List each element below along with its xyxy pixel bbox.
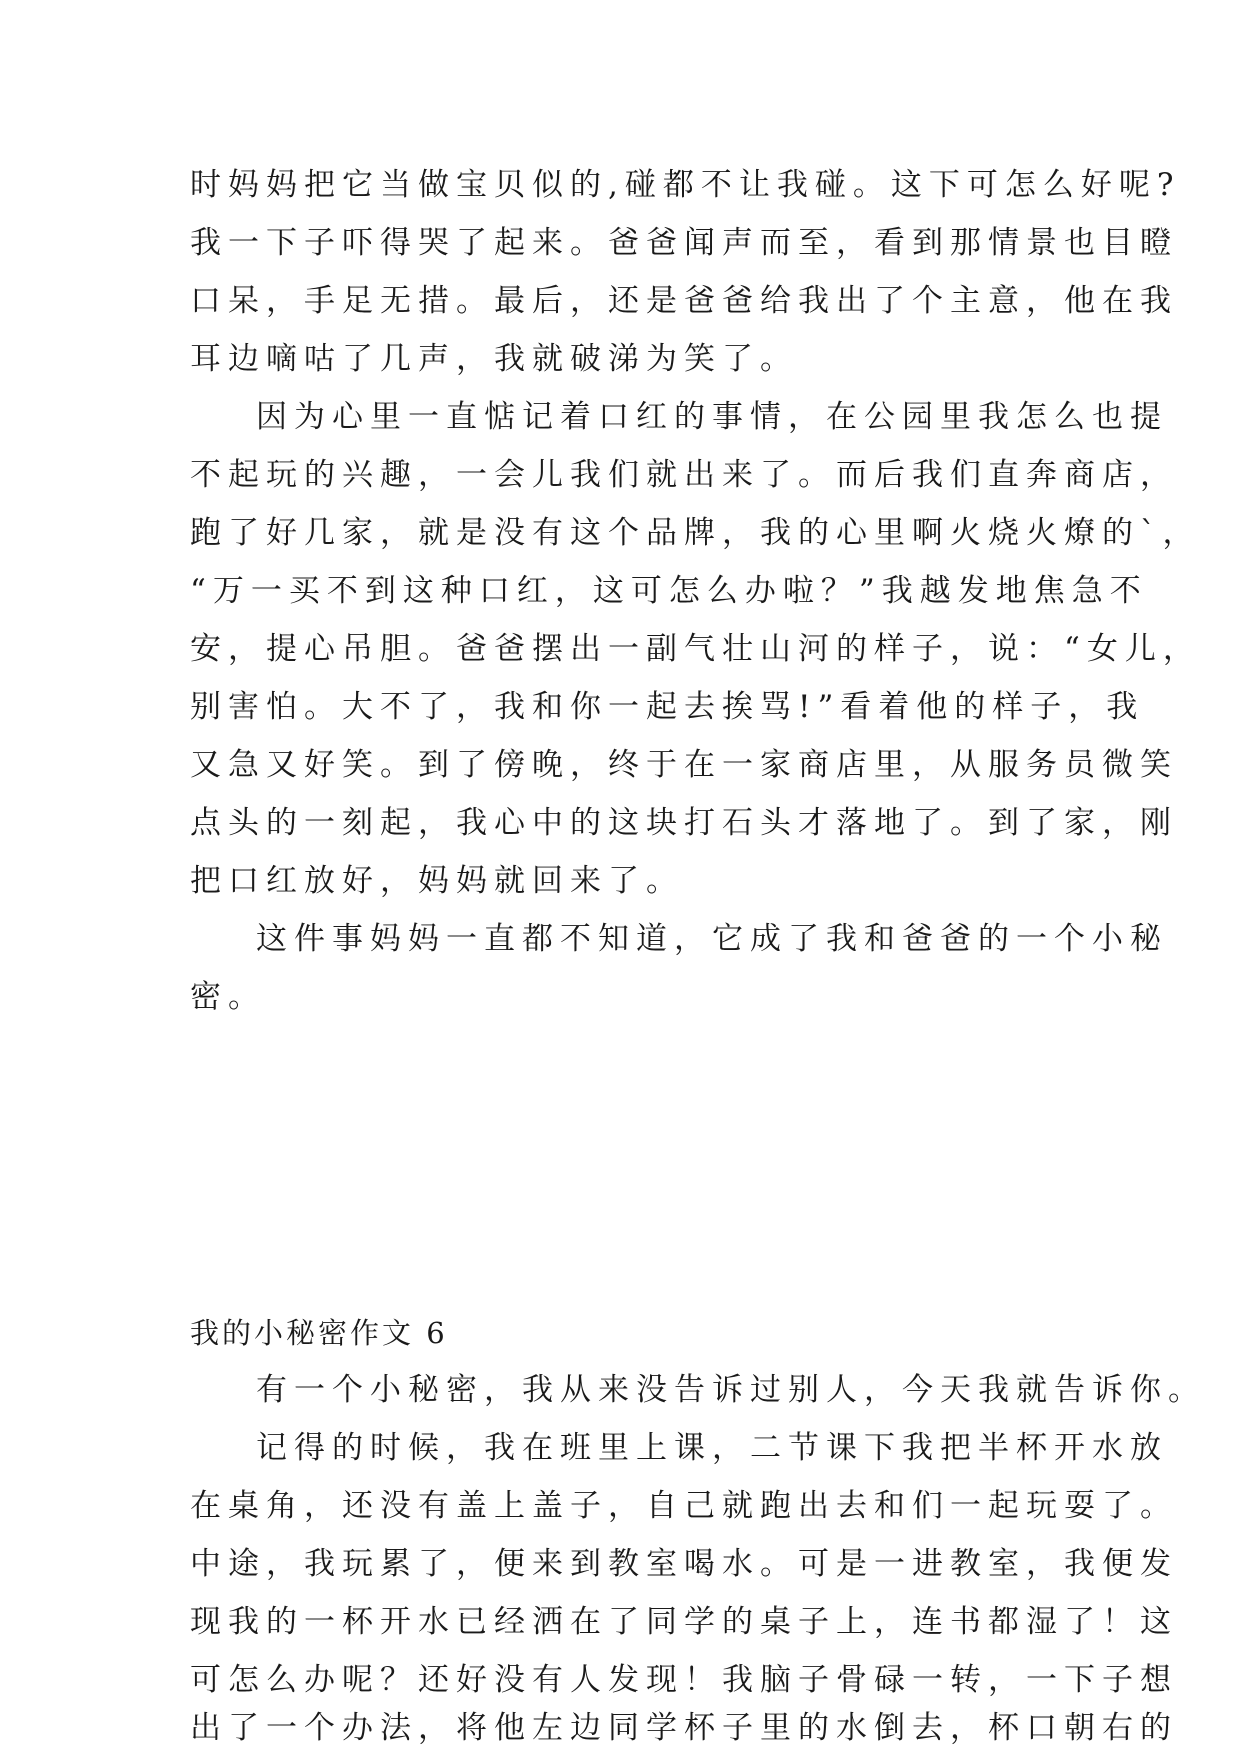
paragraph-line: 我一下子吓得哭了起来。爸爸闻声而至，看到那情景也目瞪 (190, 225, 1178, 261)
section-title: 我的小秘密作文 6 (190, 1316, 448, 1350)
paragraph-line: 不起玩的兴趣，一会儿我们就出来了。而后我们直奔商店， (190, 457, 1178, 493)
paragraph-line: 因为心里一直惦记着口红的事情，在公园里我怎么也提 (256, 399, 1168, 435)
paragraph-line: 有一个小秘密，我从来没告诉过别人，今天我就告诉你。 (256, 1372, 1206, 1408)
paragraph-line: 现我的一杯开水已经洒在了同学的桌子上，连书都湿了！这 (190, 1604, 1178, 1640)
paragraph-line: 这件事妈妈一直都不知道，它成了我和爸爸的一个小秘 (256, 921, 1168, 957)
paragraph-line: 跑了好几家，就是没有这个品牌，我的心里啊火烧火燎的`， (190, 515, 1201, 551)
paragraph-line: 安，提心吊胆。爸爸摆出一副气壮山河的样子，说：“女儿， (190, 631, 1201, 667)
paragraph-line: 口呆，手足无措。最后，还是爸爸给我出了个主意，他在我 (190, 283, 1178, 319)
paragraph-line: 耳边嘀咕了几声，我就破涕为笑了。 (190, 341, 798, 377)
paragraph-line: 在桌角，还没有盖上盖子，自己就跑出去和们一起玩耍了。 (190, 1488, 1178, 1524)
paragraph-line: 中途，我玩累了，便来到教室喝水。可是一进教室，我便发 (190, 1546, 1178, 1582)
paragraph-line: 可怎么办呢？还好没有人发现！我脑子骨碌一转，一下子想 (190, 1662, 1178, 1698)
paragraph-line: 别害怕。大不了，我和你一起去挨骂!”看着他的样子，我 (190, 689, 1145, 725)
paragraph-line: 又急又好笑。到了傍晚，终于在一家商店里，从服务员微笑 (190, 747, 1178, 783)
paragraph-line: 时妈妈把它当做宝贝似的,碰都不让我碰。这下可怎么好呢? (190, 167, 1181, 203)
paragraph-line: “万一买不到这种口红，这可怎么办啦？”我越发地焦急不 (190, 573, 1148, 609)
paragraph-line: 记得的时候，我在班里上课，二节课下我把半杯开水放 (256, 1430, 1168, 1466)
paragraph-line: 出了一个办法，将他左边同学杯子里的水倒去，杯口朝右的 (190, 1710, 1178, 1746)
paragraph-line: 密。 (190, 979, 266, 1015)
paragraph-line: 把口红放好，妈妈就回来了。 (190, 863, 684, 899)
paragraph-line: 点头的一刻起，我心中的这块打石头才落地了。到了家，刚 (190, 805, 1178, 841)
